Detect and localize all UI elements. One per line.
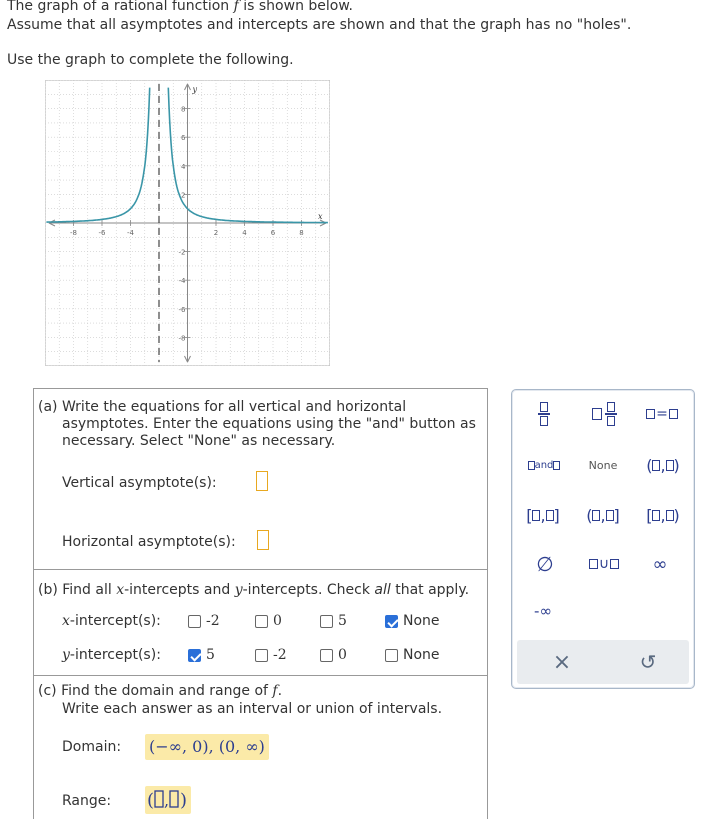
x-axis-label: x	[318, 212, 323, 221]
part-c-prompt-1: (c) Find the domain and range of f.	[38, 683, 283, 699]
range-interval-template	[145, 786, 191, 814]
infinity-button[interactable]: ∞	[652, 553, 668, 575]
x-intercept-option-0[interactable]	[255, 615, 268, 628]
fraction-button[interactable]	[532, 400, 556, 428]
closed-interval-button[interactable]: [ , ]	[526, 505, 560, 525]
x-intercept-option-neg2[interactable]	[188, 615, 201, 628]
rational-function-graph	[45, 80, 330, 366]
vertical-asymptote-input[interactable]	[256, 471, 268, 491]
mixed-number-button[interactable]	[586, 400, 622, 428]
x-tick-label: 8	[299, 229, 304, 237]
x-intercept-option-label: 0	[273, 613, 282, 629]
x-intercept-label: x-intercept(s):	[62, 613, 161, 629]
x-intercept-option-label: -2	[206, 613, 220, 629]
y-tick-label: -8	[178, 334, 186, 343]
and-button[interactable]	[522, 454, 566, 476]
y-tick-label: -4	[178, 277, 186, 286]
separator-b-c	[34, 675, 487, 676]
y-intercept-option-label: 0	[338, 647, 347, 663]
y-intercept-option-label: 5	[206, 647, 215, 663]
y-tick-label: 4	[181, 162, 186, 171]
domain-answer[interactable]: (−∞, 0), (0, ∞)	[145, 734, 269, 760]
clear-icon[interactable]: ×	[552, 649, 572, 675]
y-tick-label: 6	[181, 134, 186, 143]
part-a-prompt-1: (a) Write the equations for all vertical and horizontal	[38, 399, 407, 415]
y-intercept-option-0[interactable]	[320, 649, 333, 662]
x-tick-label: -4	[127, 229, 134, 237]
domain-label: Domain:	[62, 739, 122, 755]
x-tick-label: 6	[270, 229, 276, 237]
x-intercept-option-label: 5	[338, 613, 347, 629]
undo-icon[interactable]: ↺	[639, 650, 657, 674]
union-button[interactable]: ∪	[584, 552, 624, 576]
range-label: Range:	[62, 793, 112, 809]
y-axis-label: y	[192, 85, 198, 94]
horizontal-asymptote-label: Horizontal asymptote(s):	[62, 534, 236, 550]
problem-statement: The graph of a rational function f is shown below.	[7, 0, 353, 14]
y-intercept-label: y-intercept(s):	[62, 647, 161, 663]
x-intercept-option-label: None	[403, 613, 440, 629]
vertical-asymptote-label: Vertical asymptote(s):	[62, 475, 217, 491]
y-intercept-option-label: -2	[273, 647, 287, 663]
left-open-interval-button[interactable]: ( , ]	[586, 505, 620, 525]
y-intercept-option-5[interactable]	[188, 649, 201, 662]
y-tick-label: -6	[178, 305, 186, 314]
part-a-prompt-2: asymptotes. Enter the equations using the "and" button as	[62, 416, 476, 432]
y-intercept-option-label: None	[403, 647, 440, 663]
math-palette	[511, 389, 695, 689]
palette-action-bar	[517, 640, 689, 684]
right-open-interval-button[interactable]: [ , )	[646, 505, 680, 525]
part-b-prompt: (b) Find all x-intercepts and y-intercepts. Check all that apply.	[38, 582, 470, 598]
y-intercept-option-none[interactable]	[385, 649, 398, 662]
x-tick-label: 2	[213, 229, 219, 237]
range-answer[interactable]	[145, 786, 191, 814]
svg-text:): )	[180, 790, 188, 811]
y-intercept-option-neg2[interactable]	[255, 649, 268, 662]
problem-assumption: Assume that all asymptotes and intercepts are shown and that the graph has no "holes".	[7, 17, 632, 33]
open-interval-button[interactable]: ( , )	[646, 455, 680, 475]
empty-set-button[interactable]: ∅	[536, 552, 554, 576]
negative-infinity-button[interactable]: -∞	[534, 602, 552, 620]
none-button[interactable]: None	[588, 458, 618, 472]
equals-button[interactable]: =	[640, 402, 684, 426]
and-label: and	[534, 459, 554, 471]
x-intercept-option-5[interactable]	[320, 615, 333, 628]
y-tick-label: 8	[181, 105, 186, 114]
x-tick-label: 4	[242, 229, 247, 237]
separator-a-b	[34, 569, 487, 570]
svg-text:,: ,	[164, 791, 170, 810]
svg-text:(: (	[147, 790, 155, 811]
y-tick-label: 2	[181, 191, 186, 200]
problem-instruction: Use the graph to complete the following.	[7, 52, 294, 68]
horizontal-asymptote-input[interactable]	[257, 530, 269, 550]
part-a-prompt-3: necessary. Select "None" as necessary.	[62, 433, 336, 449]
x-intercept-option-none[interactable]	[385, 615, 398, 628]
part-c-prompt-2: Write each answer as an interval or union of intervals.	[62, 701, 443, 717]
y-tick-label: -2	[178, 248, 186, 257]
x-tick-label: -6	[98, 229, 106, 237]
x-tick-label: -8	[70, 229, 77, 237]
